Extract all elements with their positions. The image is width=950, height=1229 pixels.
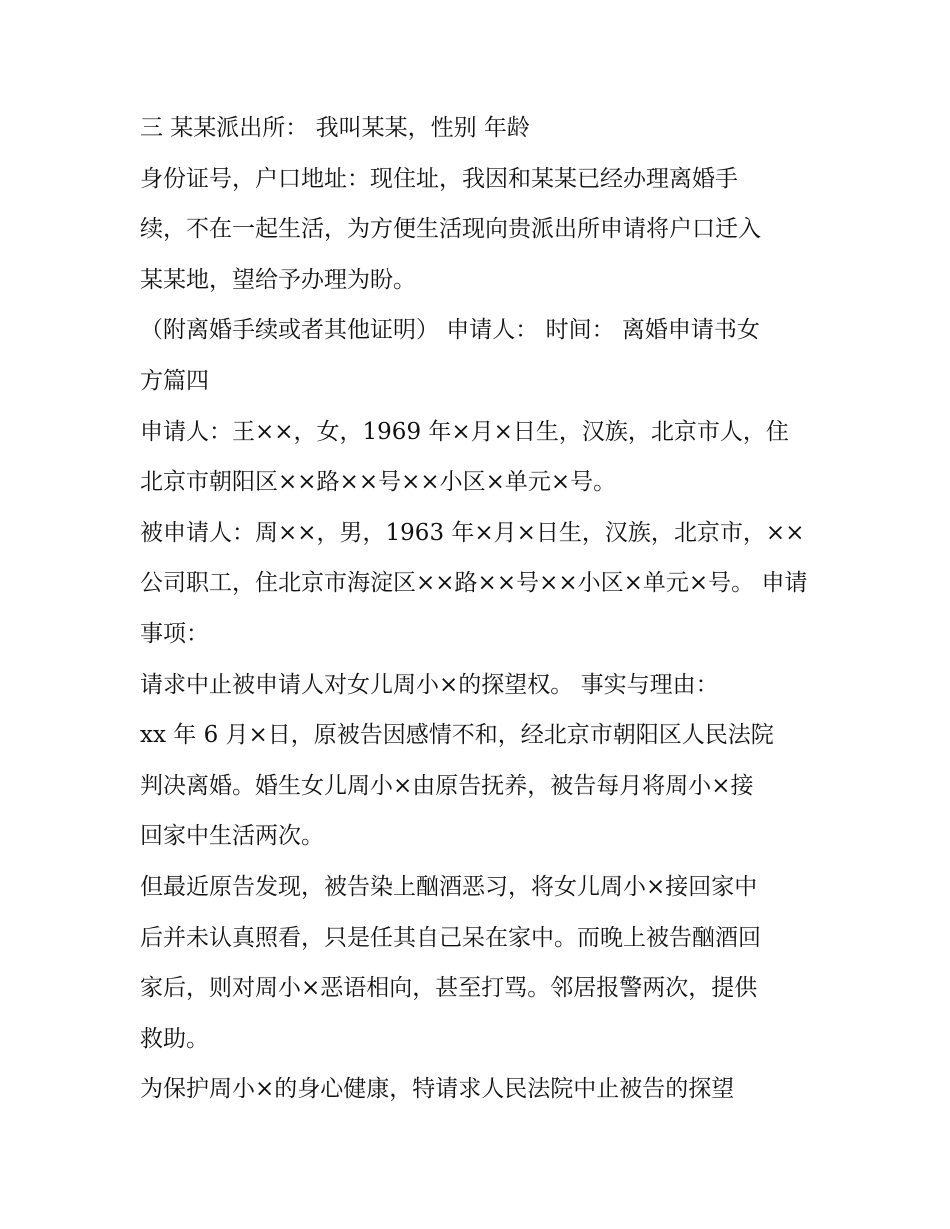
- text-line: 事项：: [140, 620, 209, 647]
- text-line: 某某地，望给予办理为盼。: [140, 266, 416, 293]
- text-line: 被申请人：周××，男，1963 年×月×日生，汉族，北京市，××: [140, 519, 805, 546]
- text-line: 回家中生活两次。: [140, 823, 324, 850]
- text-line: 续，不在一起生活，为方便生活现向贵派出所申请将户口迁入: [140, 216, 761, 243]
- document-body: [140, 103, 820, 1115]
- text-line: 身份证号，户口地址：现住址，我因和某某已经办理离婚手: [140, 165, 738, 192]
- text-line: 方篇四: [140, 367, 209, 394]
- text-line: xx 年 6 月×日，原被告因感情不和，经北京市朝阳区人民法院: [140, 722, 774, 749]
- text-line: 救助。: [140, 1025, 209, 1052]
- text-line: （附离婚手续或者其他证明） 申请人： 时间： 离婚申请书女: [140, 317, 760, 344]
- text-line: 后并未认真照看，只是任其自己呆在家中。而晚上被告酗酒回: [140, 924, 761, 951]
- text-line: 但最近原告发现，被告染上酗酒恶习，将女儿周小×接回家中: [140, 873, 758, 900]
- text-line: 家后，则对周小×恶语相向，甚至打骂。邻居报警两次，提供: [140, 975, 758, 1002]
- text-line: 为保护周小×的身心健康，特请求人民法院中止被告的探望: [140, 1076, 735, 1103]
- text-line: 公司职工，住北京市海淀区××路××号××小区×单元×号。 申请: [140, 570, 808, 597]
- text-line: 北京市朝阳区××路××号××小区×单元×号。: [140, 469, 617, 496]
- text-line: 三 某某派出所： 我叫某某，性别 年龄: [140, 115, 530, 141]
- text-line: 判决离婚。婚生女儿周小×由原告抚养，被告每月将周小×接: [140, 772, 754, 799]
- text-line: 请求中止被申请人对女儿周小×的探望权。 事实与理由：: [140, 671, 719, 698]
- text-line: 申请人：王××，女，1969 年×月×日生，汉族，北京市人，住: [140, 418, 789, 445]
